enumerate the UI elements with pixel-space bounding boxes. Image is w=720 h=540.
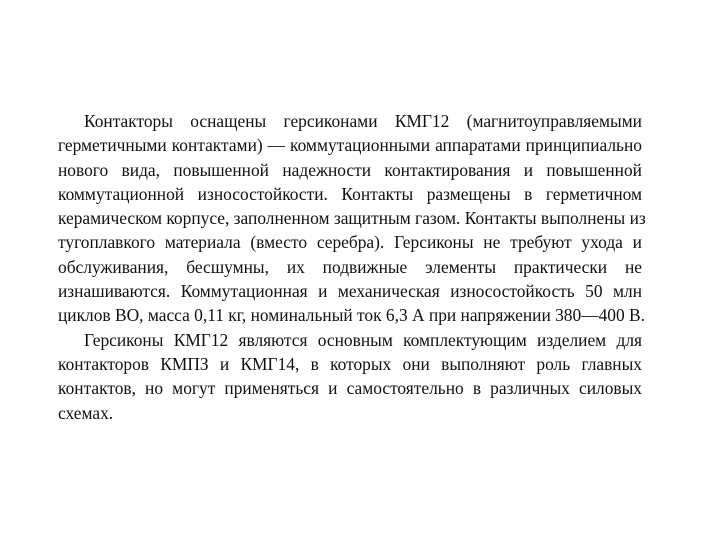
paragraph-1-line-3: нового вида, повышенной надежности контактирования и повышенной — [58, 159, 642, 180]
paragraph-1-line-7: обслуживания, бесшумны, их подвижные элементы практически не — [58, 256, 642, 277]
paragraph-1-line-2: герметичными контактами) — коммутационными аппаратами принципиально — [58, 135, 642, 156]
paragraph-1-line-9: циклов ВО, масса 0,11 кг, номинальный ток 6,3 А при напряжении 380—400 В. — [58, 305, 645, 326]
paragraph-2-line-1: Герсиконы КМГ12 являются основным комплектующим изделием для — [84, 329, 642, 350]
paragraph-1-line-1: Контакторы оснащены герсиконами КМГ12 (магнитоуправляемыми — [84, 111, 642, 131]
paragraph-2-line-2: контакторов КМПЗ и КМГ14, в которых они выполняют роль главных — [58, 353, 642, 374]
paragraph-1-line-5: керамическом корпусе, заполненном защитным газом. Контакты выполнены из — [58, 208, 646, 229]
paragraph-1-line-4: коммутационной износостойкости. Контакты размещены в герметичном — [58, 183, 642, 204]
paragraph-1-line-8: изнашиваются. Коммутационная и механическая износостойкость 50 млн — [58, 281, 642, 302]
paragraph-1-line-6: тугоплавкого материала (вместо серебра). Герсиконы не требуют ухода и — [58, 232, 642, 253]
document-text — [58, 109, 646, 425]
paragraph-2-line-4: схемах. — [58, 402, 114, 423]
paragraph-2-line-3: контактов, но могут применяться и самостоятельно в различных силовых — [58, 378, 642, 399]
